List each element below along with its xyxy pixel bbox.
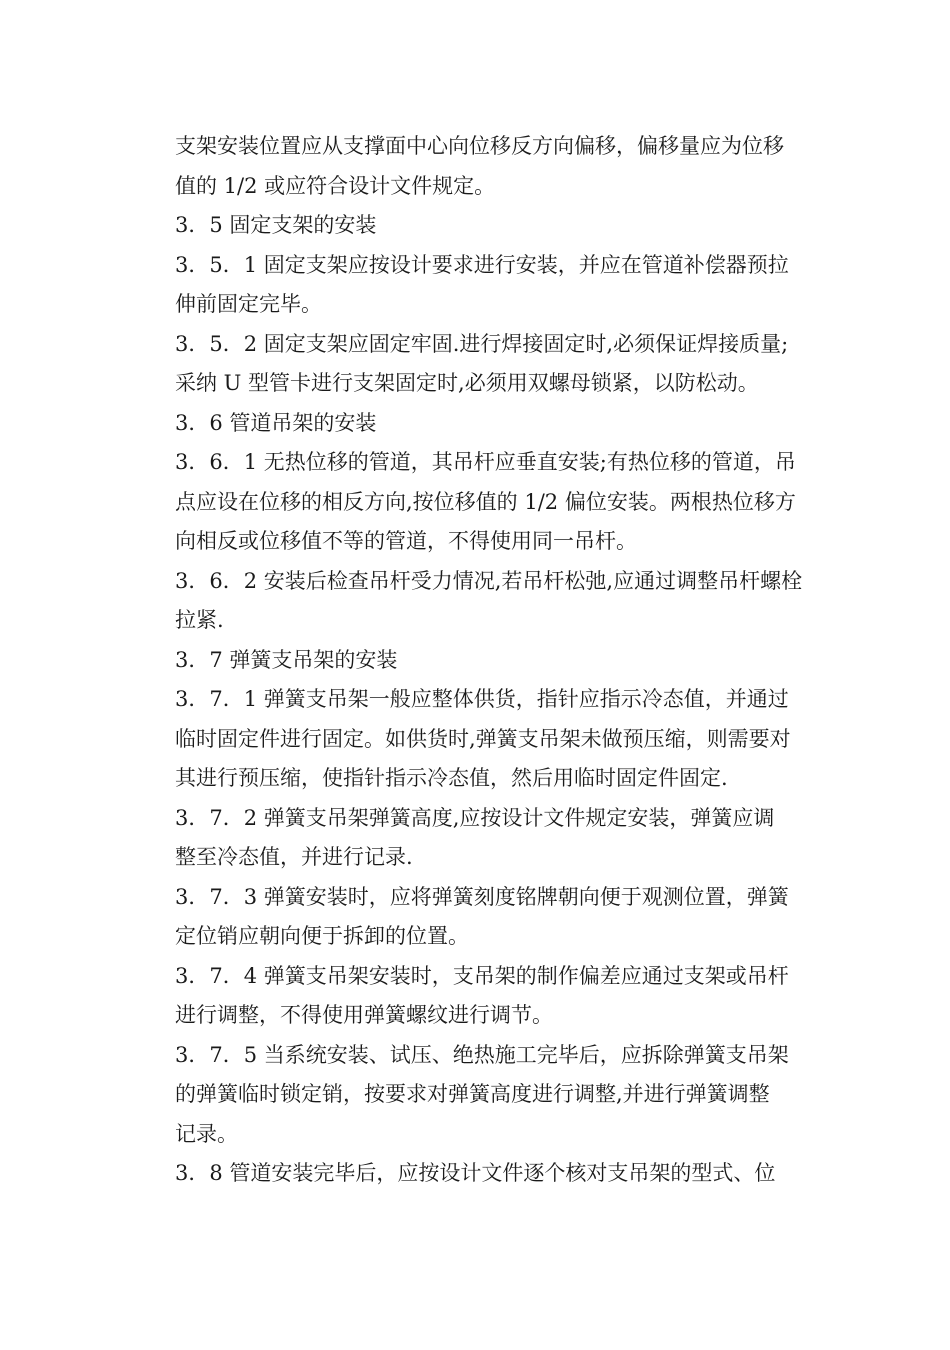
section-heading: 3．5 固定支架的安装 [175, 213, 377, 237]
text-line: 进行调整，不得使用弹簧螺纹进行调节。 [175, 1003, 553, 1027]
text-line: 3．7．5 当系统安装、试压、绝热施工完毕后，应拆除弹簧支吊架 [175, 1042, 789, 1067]
text-line: 3．5．2 固定支架应固定牢固.进行焊接固定时,必须保证焊接质量; [175, 331, 789, 356]
body-text [175, 127, 850, 1194]
text-line: 值的 1/2 或应符合设计文件规定。 [175, 173, 496, 198]
text-line: 3．8 管道安装完毕后，应按设计文件逐个核对支吊架的型式、位 [175, 1161, 776, 1185]
text-line: 伸前固定完毕。 [175, 292, 322, 316]
text-line: 3．6．1 无热位移的管道，其吊杆应垂直安装;有热位移的管道，吊 [175, 450, 796, 474]
text-line: 整至冷态值，并进行记录. [175, 845, 413, 869]
text-line: 采纳 U 型管卡进行支架固定时,必须用双螺母锁紧，以防松动。 [175, 371, 759, 395]
text-line: 定位销应朝向便于拆卸的位置。 [175, 924, 469, 948]
text-line: 其进行预压缩，使指针指示冷态值，然后用临时固定件固定. [175, 766, 728, 790]
text-line: 点应设在位移的相反方向,按位移值的 1/2 偏位安装。两根热位移方 [175, 489, 796, 514]
text-line: 记录。 [175, 1121, 238, 1146]
section-heading: 3．7 弹簧支吊架的安装 [175, 647, 398, 672]
text-line: 3．7．4 弹簧支吊架安装时，支吊架的制作偏差应通过支架或吊杆 [175, 963, 789, 988]
section-heading: 3．6 管道吊架的安装 [175, 410, 377, 435]
text-line: 3．6．2 安装后检查吊杆受力情况,若吊杆松弛,应通过调整吊杆螺栓 [175, 568, 803, 593]
text-line: 拉紧. [175, 608, 224, 632]
text-line: 的弹簧临时锁定销，按要求对弹簧高度进行调整,并进行弹簧调整 [175, 1082, 770, 1106]
text-line: 向相反或位移值不等的管道，不得使用同一吊杆。 [175, 529, 637, 553]
text-line: 支架安装位置应从支撑面中心向位移反方向偏移，偏移量应为位移 [175, 134, 784, 158]
text-line: 3．5．1 固定支架应按设计要求进行安装，并应在管道补偿器预拉 [175, 252, 789, 277]
text-line: 3．7．3 弹簧安装时，应将弹簧刻度铭牌朝向便于观测位置，弹簧 [175, 884, 789, 909]
text-line: 3．7．2 弹簧支吊架弹簧高度,应按设计文件规定安装，弹簧应调 [175, 805, 775, 830]
text-line: 临时固定件进行固定。如供货时,弹簧支吊架未做预压缩，则需要对 [175, 726, 791, 751]
text-line: 3．7．1 弹簧支吊架一般应整体供货，指针应指示冷态值，并通过 [175, 687, 789, 711]
